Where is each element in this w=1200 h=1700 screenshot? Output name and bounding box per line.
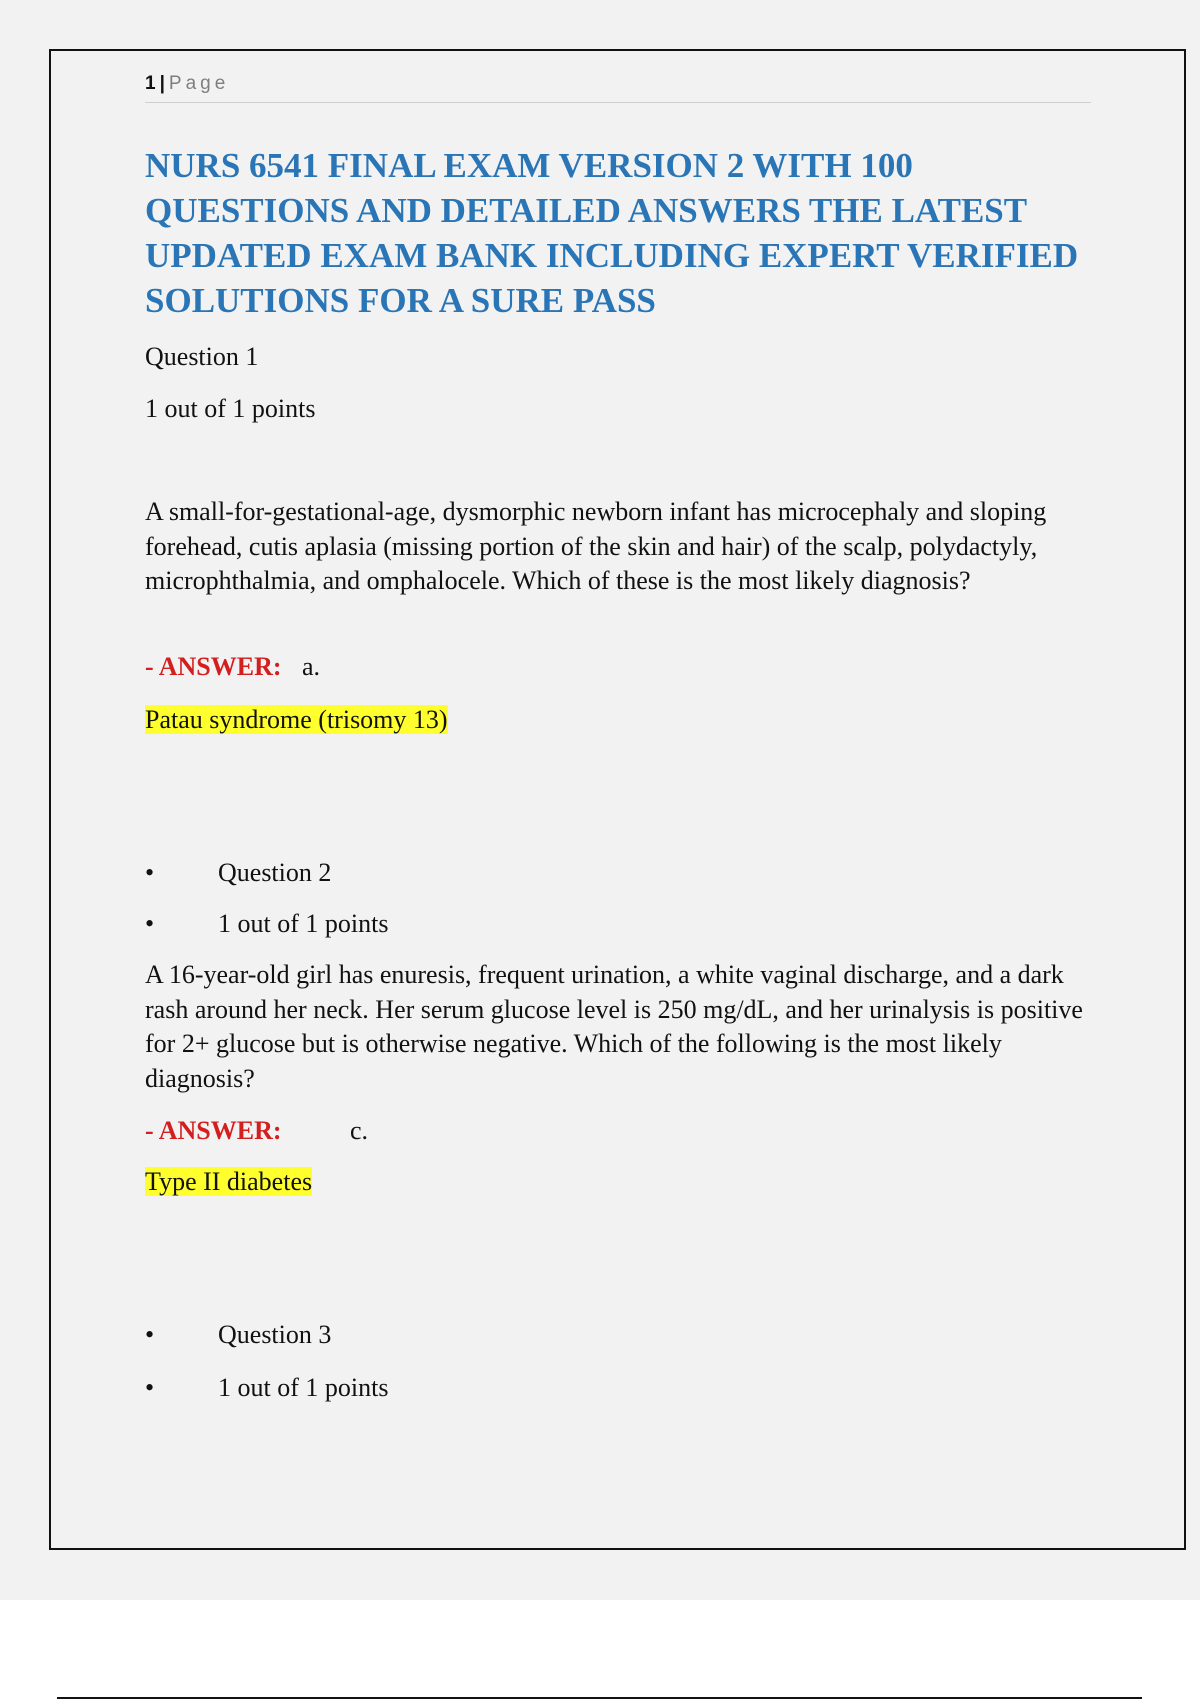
footer-rule	[57, 1697, 1142, 1699]
bullet: •	[145, 1373, 155, 1402]
document-title: NURS 6541 FINAL EXAM VERSION 2 WITH 100 QUESTIONS AND DETAILED ANSWERS THE LATEST UPDATED EXAM BANK INCLUDING EXPERT VERIFIED SOLUTIONS FOR A SURE PASS	[145, 146, 1079, 320]
question-3-points-row	[145, 1371, 388, 1405]
question-1-answer	[145, 650, 320, 684]
question-1-text: A small-for-gestational-age, dysmorphic newborn infant has microcephaly and sloping forehead, cutis aplasia (missing portion of the skin and hair) of the scalp, polydactyly, microphthalmia, and omphalocele. Which of these is the most likely diagnosis?	[145, 497, 1047, 595]
highlighted-answer: Type II diabetes	[145, 1167, 313, 1196]
bullet: •	[145, 858, 155, 887]
highlighted-answer: Patau syndrome (trisomy 13)	[145, 705, 448, 734]
answer-label: - ANSWER:	[145, 652, 282, 681]
question-3-points: 1 out of 1 points	[218, 1373, 389, 1402]
answer-letter: a.	[302, 652, 321, 681]
page-separator: |	[159, 73, 165, 94]
question-2-answer	[145, 1114, 368, 1148]
question-3-label-row	[145, 1318, 331, 1352]
answer-letter: c.	[350, 1116, 369, 1145]
question-2-label-row	[145, 856, 331, 890]
question-2-answer-text	[145, 1165, 312, 1199]
page-label: Page	[168, 73, 230, 94]
answer-label: - ANSWER:	[145, 1116, 282, 1145]
question-2-points: 1 out of 1 points	[218, 909, 389, 938]
question-1-label: Question 1	[145, 342, 259, 371]
question-2-points-row	[145, 907, 388, 941]
question-2-label: Question 2	[218, 858, 332, 887]
bullet: •	[145, 1320, 155, 1349]
question-3-label: Question 3	[218, 1320, 332, 1349]
bullet: •	[145, 909, 155, 938]
question-2-text: A 16-year-old girl has enuresis, frequent urination, a white vaginal discharge, and a dark rash around her neck. Her serum glucose level is 250 mg/dL, and her urinalysis is positive for 2+ glucose but is otherwise negative. Which of the following is the most likely diagnosis?	[145, 960, 1083, 1093]
page-header	[145, 70, 1091, 103]
page-number: 1	[145, 73, 156, 94]
question-1-answer-text	[145, 703, 448, 737]
question-1-points: 1 out of 1 points	[145, 394, 316, 423]
